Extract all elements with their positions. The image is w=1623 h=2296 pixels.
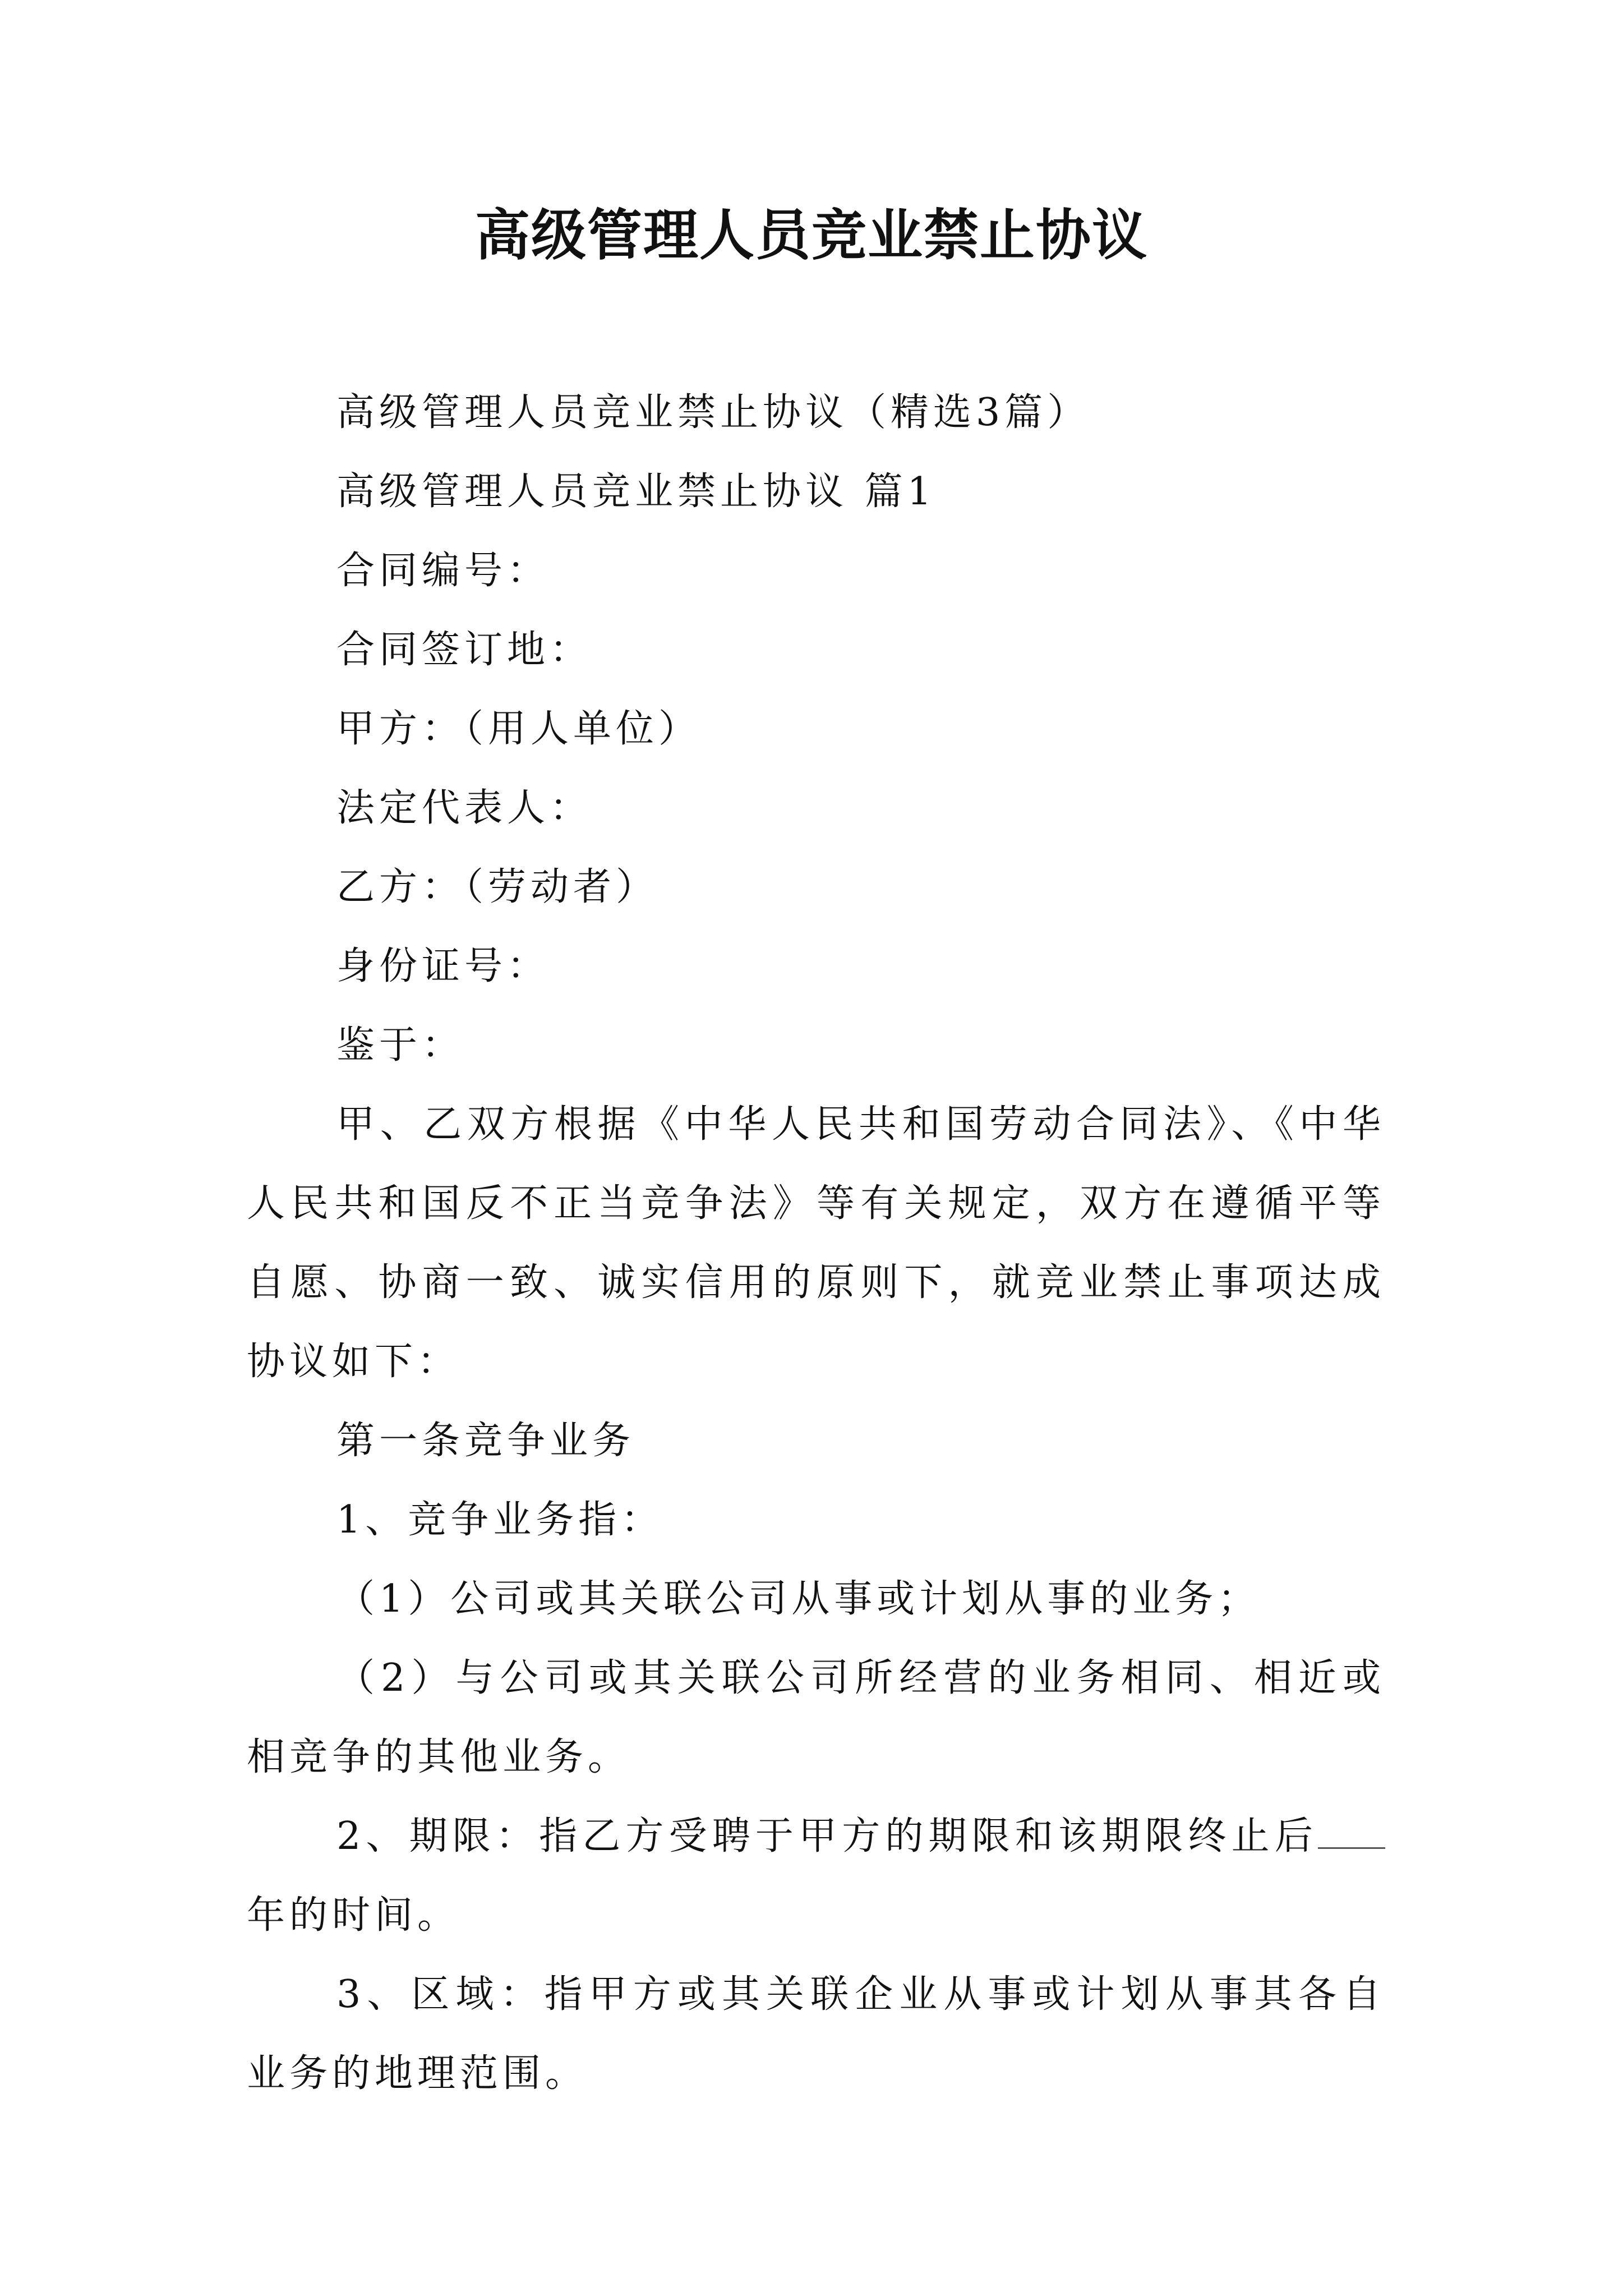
paragraph-subitem-2: （2）与公司或其关联公司所经营的业务相同、相近或相竞争的其他业务。: [247, 1656, 1385, 1779]
paragraph-section-heading: 高级管理人员竞业禁止协议 篇1: [336, 470, 936, 514]
paragraph-item-1: 1、竞争业务指：: [336, 1498, 664, 1542]
paragraph-party-b: 乙方：（劳动者）: [336, 865, 659, 909]
paragraph-subitem-1: （1）公司或其关联公司从事或计划从事的业务；: [336, 1577, 1261, 1621]
paragraph-contract-number: 合同编号：: [336, 549, 550, 593]
paragraph-legal-representative: 法定代表人：: [336, 786, 593, 830]
blank-underline: [1318, 1814, 1385, 1849]
item-2-text: 2、期限：指乙方受聘于甲方的期限和该期限终止后: [336, 1814, 1318, 1858]
paragraph-party-a: 甲方：（用人单位）: [336, 707, 702, 751]
paragraph-preamble: 甲、乙双方根据《中华人民共和国劳动合同法》、《中华人民共和国反不正当竞争法》等有关规定，双方在遵循平等自愿、协商一致、诚实信用的原则下，就竞业禁止事项达成协议如下：: [247, 1102, 1385, 1384]
document-title: 高级管理人员竞业禁止协议: [474, 204, 1148, 268]
paragraph-subtitle: 高级管理人员竞业禁止协议（精选3篇）: [336, 390, 1090, 435]
paragraph-item-2: [247, 1797, 1385, 1955]
paragraph-id-number: 身份证号：: [336, 944, 550, 988]
paragraph-signing-place: 合同签订地：: [336, 628, 593, 672]
item-2-tail: 年的时间。: [247, 1893, 460, 1938]
document-body: [247, 373, 1385, 2113]
paragraph-item-3: 3、区域：指甲方或其关联企业从事或计划从事其各自业务的地理范围。: [247, 1972, 1385, 2096]
paragraph-whereas: 鉴于：: [336, 1023, 465, 1068]
paragraph-article-1: 第一条竞争业务: [336, 1419, 635, 1463]
